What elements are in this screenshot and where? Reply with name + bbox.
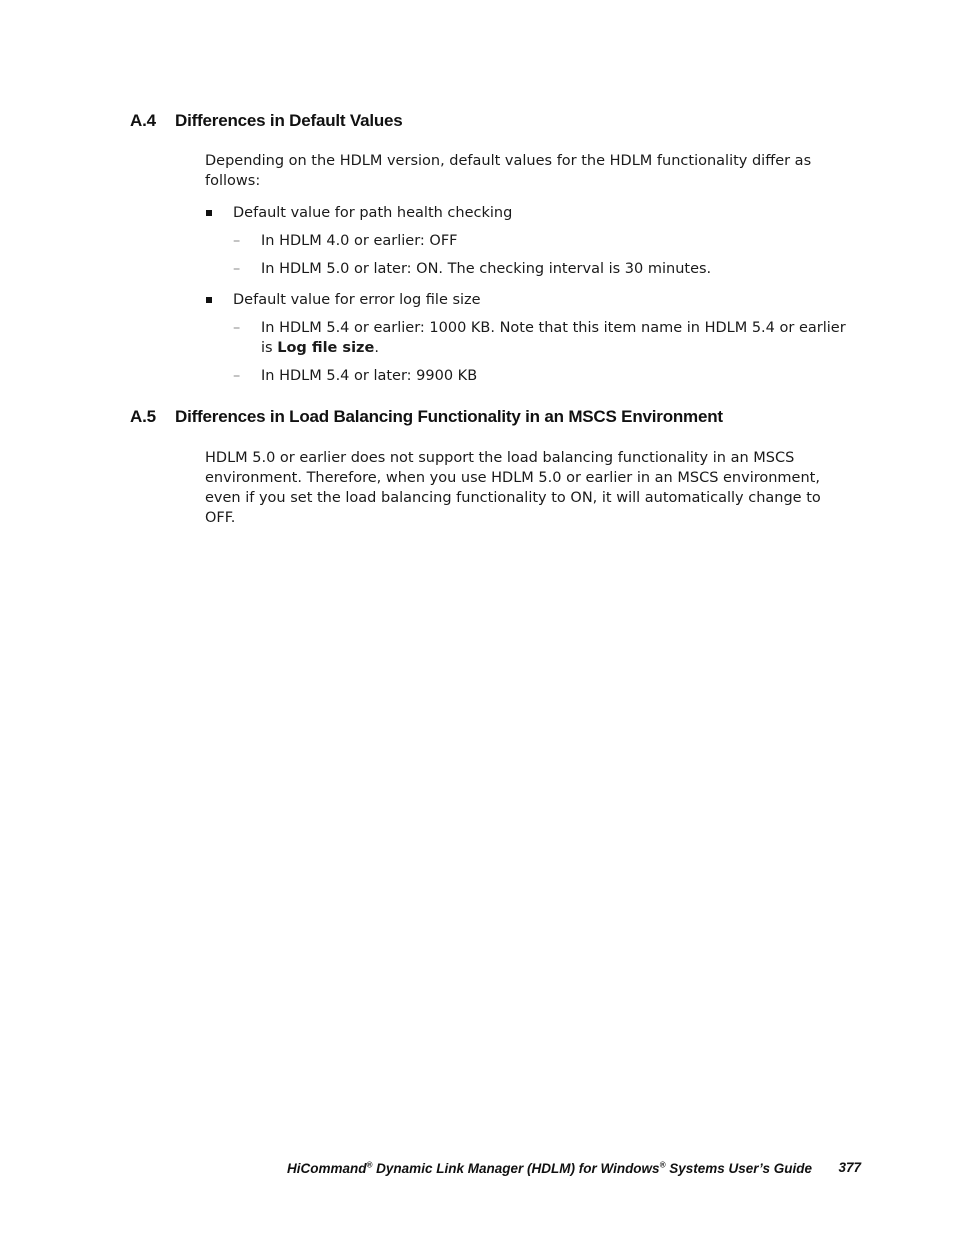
footer-title-part: Systems User’s Guide [665,1160,813,1176]
intro-paragraph: Depending on the HDLM version, default values for the HDLM functionality differ as follows: [205,153,812,189]
section-number: A.4 [130,111,156,130]
page-footer [287,1160,861,1176]
registered-mark: ® [659,1160,666,1169]
sub-item [205,318,855,358]
page-number: 377 [838,1160,861,1175]
body-paragraph: HDLM 5.0 or earlier does not support the load balancing functionality in an MSCS environment. Therefore, when you use HDLM 5.0 or earlier in an MSCS environment, even if you set the load balancing functionality to ON, it will automatically change to OFF. [205,450,821,526]
section-heading-a5 [130,407,723,427]
square-bullet-icon [206,210,212,216]
dash-icon: – [233,233,241,249]
footer-title-part: HiCommand [287,1160,367,1176]
sub-item-text: In HDLM 4.0 or earlier: OFF [261,233,458,249]
section-number: A.5 [130,407,156,426]
registered-mark: ® [366,1160,373,1169]
bullet-item [205,203,855,223]
bold-term-suffix: . [374,340,379,356]
bullet-label: Default value for error log file size [233,292,481,308]
section-body-a5 [205,448,855,540]
dash-icon: – [233,320,241,336]
sub-item-text: In HDLM 5.0 or later: ON. The checking interval is 30 minutes. [261,261,712,277]
bullet-label: Default value for path health checking [233,205,513,221]
square-bullet-icon [206,297,212,303]
sub-item [205,231,855,251]
sub-item [205,366,855,386]
footer-title [287,1161,812,1176]
section-title: Differences in Default Values [175,111,403,130]
sub-item-text: In HDLM 5.4 or later: 9900 KB [261,368,478,384]
bold-term: Log file size [277,340,375,356]
bullet-item [205,290,855,310]
footer-title-part: Dynamic Link Manager (HDLM) for Windows [372,1160,660,1176]
section-title: Differences in Load Balancing Functionality in an MSCS Environment [175,407,723,426]
sub-item [205,259,855,279]
sub-item-text: In HDLM 5.4 or earlier: 1000 KB. Note that this item name in HDLM 5.4 or earlier is [261,320,846,356]
dash-icon: – [233,368,241,384]
section-body-a4 [205,151,855,394]
section-heading-a4 [130,111,403,131]
dash-icon: – [233,261,241,277]
